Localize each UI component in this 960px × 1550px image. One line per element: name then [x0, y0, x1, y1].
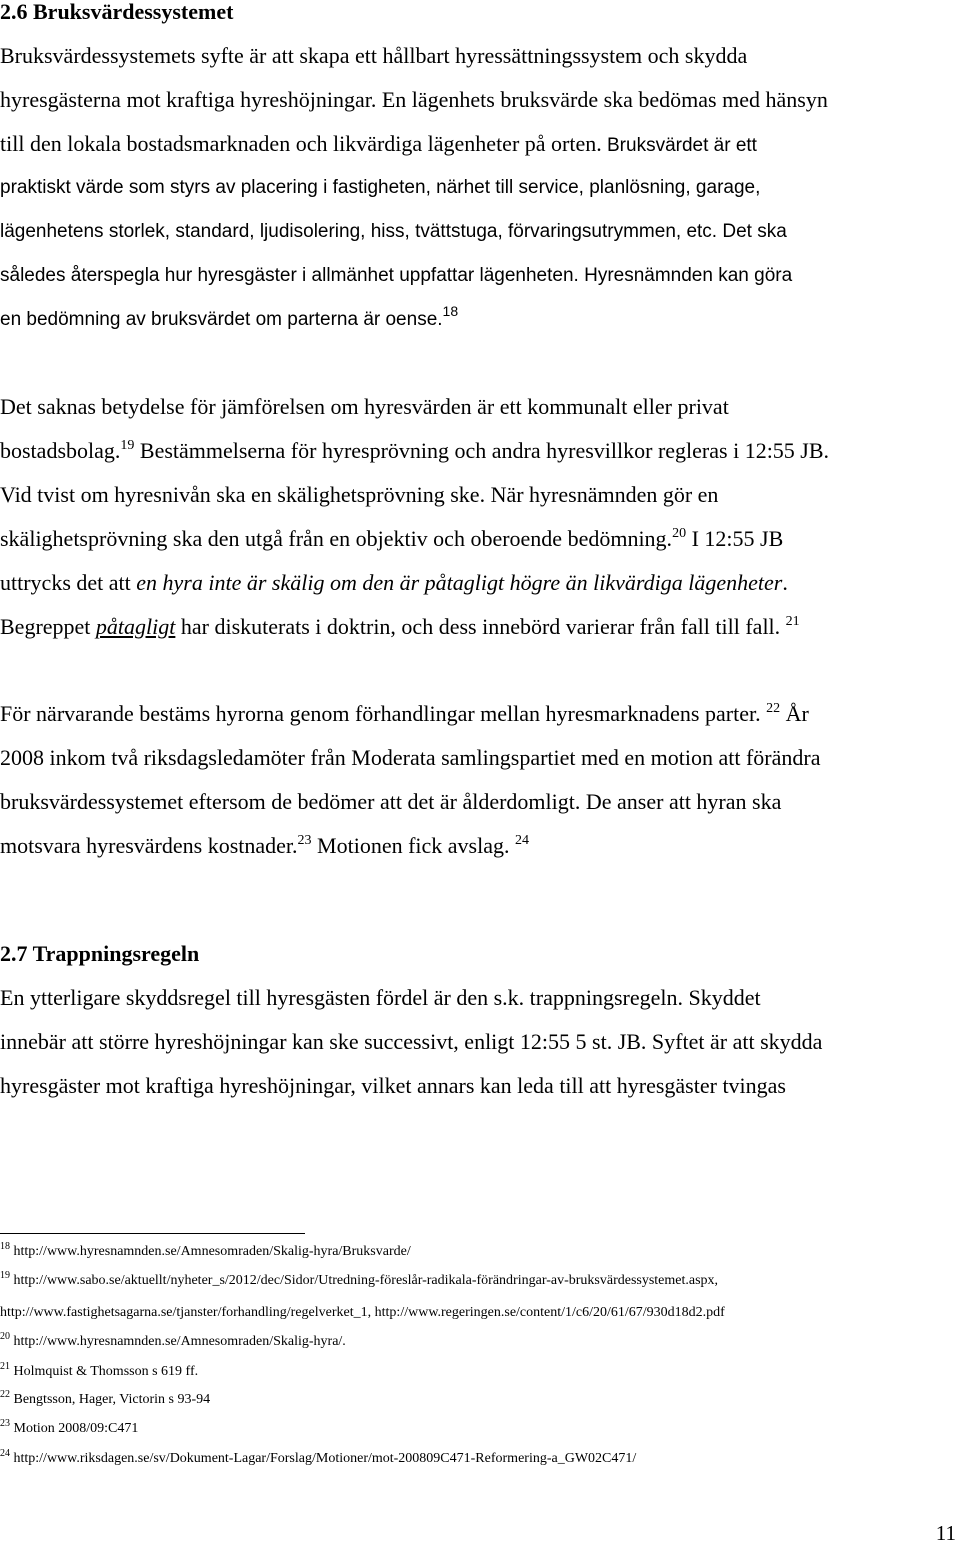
- footnote: [0, 1361, 199, 1380]
- footnote: [0, 1418, 139, 1437]
- text-run: I 12:55 JB: [686, 526, 784, 551]
- footnote-text: http://www.hyresnamnden.se/Amnesomraden/Skalig-hyra/.: [13, 1334, 346, 1349]
- italic-quote: en hyra inte är skälig om den är påtagligt högre än likvärdiga lägenheter: [136, 570, 783, 595]
- footnote-number: 23: [0, 1418, 10, 1429]
- text-run: har diskuterats i doktrin, och dess innebörd varierar från fall till fall.: [175, 614, 781, 639]
- paragraph-line: således återspegla hur hyresgäster i allmänhet uppfattar lägenheten. Hyresnämnden kan göra: [0, 265, 793, 286]
- paragraph-line: bruksvärdessystemet eftersom de bedömer att det är ålderdomligt. De anser att hyran ska: [0, 789, 782, 814]
- italic-term: påtagligt: [95, 614, 176, 639]
- footnote: [0, 1270, 719, 1289]
- text-run: År: [780, 701, 809, 726]
- footnote-number: 18: [0, 1241, 10, 1252]
- paragraph-line: [0, 298, 458, 342]
- footnote-text: http://www.sabo.se/aktuellt/nyheter_s/2012/dec/Sidor/Utredning-föreslår-radikala-förändringar-av-bruksvärdessystemet.aspx,: [13, 1273, 719, 1288]
- text-run: bostadsbolag.: [0, 438, 121, 463]
- footnote-number: 22: [0, 1389, 10, 1400]
- paragraph-line: [0, 605, 800, 649]
- footnote-text: http://www.riksdagen.se/sv/Dokument-Lagar/Forslag/Motioner/mot-200809C471-Reformering-a_GW02C471/: [13, 1451, 637, 1466]
- text-run: Bruksvärdet är ett: [601, 135, 757, 156]
- paragraph-line: praktiskt värde som styrs av placering i fastigheten, närhet till service, planlösning, garage,: [0, 177, 761, 198]
- text-run: en bedömning av bruksvärdet om parterna är oense.: [0, 309, 443, 330]
- footnote-text: http://www.fastighetsagarna.se/tjanster/forhandling/regelverket_1, http://www.regeringen.se/content/1/c6/20/61/67/930d18d2.pdf: [0, 1305, 725, 1320]
- text-run: Begreppet: [0, 614, 96, 639]
- paragraph-line: [0, 429, 829, 473]
- page-number: 11: [935, 1521, 956, 1545]
- paragraph-line: [0, 561, 788, 605]
- footnote-number: 20: [0, 1331, 10, 1342]
- footnote-ref: 20: [672, 526, 687, 541]
- text-run: skälighetsprövning ska den utgå från en objektiv och oberoende bedömning.: [0, 526, 673, 551]
- text-run: uttrycks det att: [0, 570, 137, 595]
- paragraph-line: Det saknas betydelse för jämförelsen om hyresvärden är ett kommunalt eller privat: [0, 394, 729, 419]
- footnote-text: Holmquist & Thomsson s 619 ff.: [13, 1364, 199, 1379]
- section-heading-2-7: 2.7 Trappningsregeln: [0, 941, 200, 966]
- section-heading-2-6: 2.6 Bruksvärdessystemet: [0, 0, 234, 24]
- footnote: [0, 1448, 637, 1467]
- paragraph-line: Bruksvärdessystemets syfte är att skapa ett hållbart hyressättningssystem och skydda: [0, 43, 748, 68]
- paragraph-line: innebär att större hyreshöjningar kan ske successivt, enligt 12:55 5 st. JB. Syftet är att skydda: [0, 1029, 823, 1054]
- paragraph-line: [0, 517, 783, 561]
- footnote-separator: [0, 1233, 305, 1234]
- footnote-number: 24: [0, 1448, 10, 1459]
- paragraph-line: [0, 122, 757, 166]
- footnote: [0, 1389, 211, 1408]
- paragraph-line: En ytterligare skyddsregel till hyresgästen fördel är den s.k. trappningsregeln. Skyddet: [0, 985, 761, 1010]
- paragraph-line: [0, 692, 809, 736]
- footnote: [0, 1331, 346, 1350]
- footnote-ref: 23: [297, 833, 312, 848]
- footnote-text: http://www.hyresnamnden.se/Amnesomraden/Skalig-hyra/Bruksvarde/: [13, 1244, 411, 1259]
- text-run: För närvarande bestäms hyrorna genom förhandlingar mellan hyresmarknadens parter.: [0, 701, 761, 726]
- footnote-ref: 21: [785, 614, 800, 629]
- text-run: Bestämmelserna för hyresprövning och andra hyresvillkor regleras i 12:55 JB.: [134, 438, 830, 463]
- footnote-number: 21: [0, 1361, 10, 1372]
- footnote-ref: 24: [515, 833, 529, 848]
- paragraph-line: lägenhetens storlek, standard, ljudisolering, hiss, tvättstuga, förvaringsutrymmen, etc. Det ska: [0, 221, 787, 242]
- paragraph-line: [0, 824, 529, 868]
- footnote-ref: 19: [120, 438, 135, 453]
- text-run: .: [782, 570, 788, 595]
- footnote-text: Bengtsson, Hager, Victorin s 93-94: [13, 1392, 211, 1407]
- footnote: [0, 1305, 725, 1321]
- paragraph-line: hyresgästerna mot kraftiga hyreshöjningar. En lägenhets bruksvärde ska bedömas med hänsyn: [0, 87, 828, 112]
- footnote-number: 19: [0, 1270, 10, 1281]
- paragraph-line: hyresgäster mot kraftiga hyreshöjningar, vilket annars kan leda till att hyresgäster tvingas: [0, 1073, 786, 1098]
- paragraph-line: 2008 inkom två riksdagsledamöter från Moderata samlingspartiet med en motion att förändra: [0, 745, 821, 770]
- footnote: [0, 1241, 411, 1260]
- footnote-text: Motion 2008/09:C471: [13, 1421, 139, 1436]
- footnote-ref: 18: [442, 303, 459, 319]
- text-run: Motionen fick avslag.: [311, 833, 510, 858]
- text-run: motsvara hyresvärdens kostnader.: [0, 833, 298, 858]
- text-run: till den lokala bostadsmarknaden och likvärdiga lägenheter på orten.: [0, 131, 602, 156]
- paragraph-line: Vid tvist om hyresnivån ska en skälighetsprövning ske. När hyresnämnden gör en: [0, 482, 719, 507]
- footnote-ref: 22: [766, 701, 781, 716]
